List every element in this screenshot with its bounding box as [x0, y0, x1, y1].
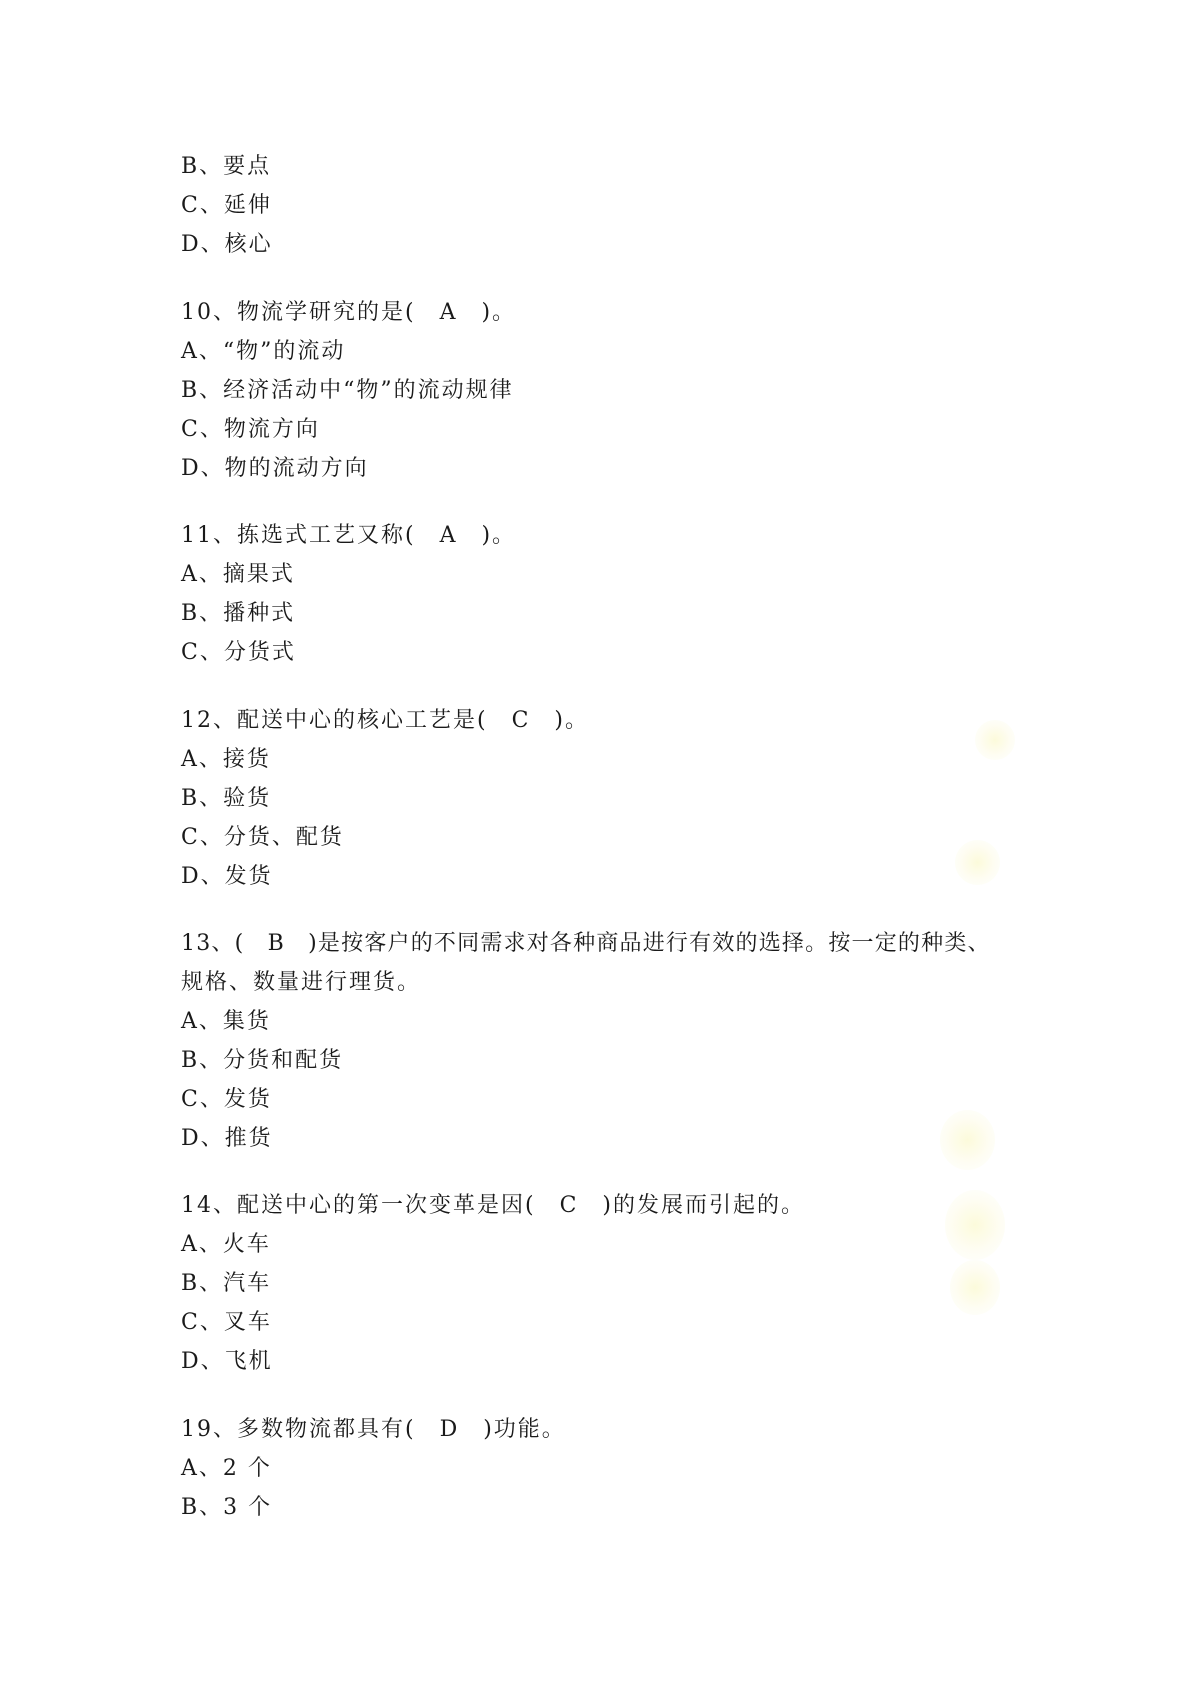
- option-a-line: A、摘果式: [181, 562, 295, 587]
- option-b-line: B、经济活动中“物”的流动规律: [181, 378, 514, 403]
- question-12: 12、配送中心的核心工艺是( C )。: [181, 708, 589, 733]
- option-d-line: D、物的流动方向: [181, 456, 369, 481]
- paper-stain: [945, 1190, 1005, 1260]
- paper-stain: [950, 1260, 1000, 1315]
- option-b-line: B、验货: [181, 786, 272, 811]
- paper-stain: [955, 840, 1000, 885]
- question-19: 19、多数物流都具有( D )功能。: [181, 1417, 566, 1442]
- option-a-line: A、火车: [181, 1232, 271, 1257]
- question-11: 11、拣选式工艺又称( A )。: [181, 523, 517, 548]
- option-b-line: B、要点: [181, 154, 272, 179]
- option-d-line: D、发货: [181, 864, 273, 889]
- option-c-line: C、延伸: [181, 193, 272, 218]
- option-c-line: C、叉车: [181, 1310, 272, 1335]
- option-d-line: D、核心: [181, 232, 273, 257]
- paper-stain: [940, 1110, 995, 1170]
- option-a-line: A、“物”的流动: [181, 339, 346, 364]
- option-a-line: A、接货: [181, 747, 271, 772]
- option-c-line: C、物流方向: [181, 417, 320, 442]
- option-b-line: B、3 个: [181, 1495, 273, 1520]
- option-a-line: A、集货: [181, 1009, 271, 1034]
- option-b-line: B、播种式: [181, 601, 296, 626]
- question-13: 13、( B )是按客户的不同需求对各种商品进行有效的选择。按一定的种类、: [181, 931, 991, 956]
- question-13-continued: 规格、数量进行理货。: [181, 970, 422, 995]
- question-10: 10、物流学研究的是( A )。: [181, 300, 517, 325]
- option-a-line: A、2 个: [181, 1456, 272, 1481]
- option-b-line: B、汽车: [181, 1271, 272, 1296]
- question-14: 14、配送中心的第一次变革是因( C )的发展而引起的。: [181, 1193, 805, 1218]
- option-c-line: C、分货、配货: [181, 825, 344, 850]
- option-b-line: B、分货和配货: [181, 1048, 344, 1073]
- option-d-line: D、飞机: [181, 1349, 273, 1374]
- option-c-line: C、发货: [181, 1087, 272, 1112]
- option-c-line: C、分货式: [181, 640, 296, 665]
- paper-stain: [975, 720, 1015, 760]
- option-d-line: D、推货: [181, 1126, 273, 1151]
